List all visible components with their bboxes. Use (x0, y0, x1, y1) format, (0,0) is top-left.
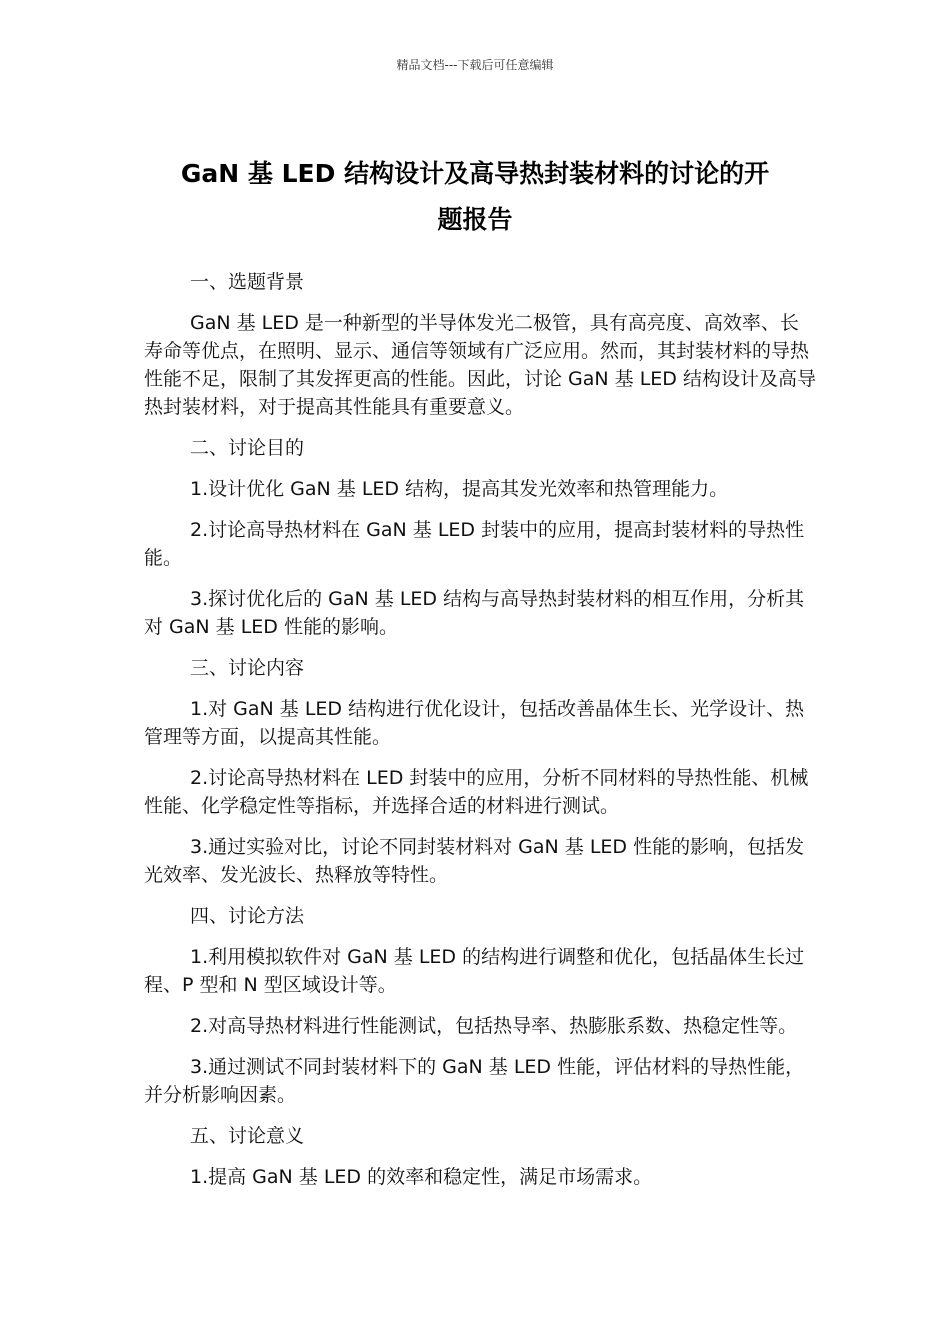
page-header: 精品文档---下载后可任意编辑 (396, 58, 554, 72)
paragraph-method-3: 3.通过测试不同封装材料下的 GaN 基 LED 性能，评估材料的导热性能，并分析影响因素。 (144, 1056, 805, 1106)
paragraph-content-2: 2.讨论高导热材料在 LED 封装中的应用，分析不同材料的导热性能、机械性能、化学稳定性等指标，并选择合适的材料进行测试。 (144, 767, 809, 817)
paragraph-method-1: 1.利用模拟软件对 GaN 基 LED 的结构进行调整和优化，包括晶体生长过程、P 型和 N 型区域设计等。 (144, 946, 805, 996)
document-title (130, 151, 820, 243)
paragraph-purpose-3: 3.探讨优化后的 GaN 基 LED 结构与高导热封装材料的相互作用，分析其对 GaN 基 LED 性能的影响。 (144, 588, 805, 638)
paragraph-purpose-1: 1.设计优化 GaN 基 LED 结构，提高其发光效率和热管理能力。 (190, 478, 729, 500)
paragraph-significance-1: 1.提高 GaN 基 LED 的效率和稳定性，满足市场需求。 (190, 1166, 653, 1188)
section-heading-purpose: 二、讨论目的 (190, 437, 305, 459)
paragraph-method-2: 2.对高导热材料进行性能测试，包括热导率、热膨胀系数、热稳定性等。 (190, 1015, 798, 1037)
section-heading-background: 一、选题背景 (190, 271, 305, 293)
paragraph-content-1: 1.对 GaN 基 LED 结构进行优化设计，包括改善晶体生长、光学设计、热管理等方面，以提高其性能。 (144, 698, 805, 748)
paragraph-purpose-2: 2.讨论高导热材料在 GaN 基 LED 封装中的应用，提高封装材料的导热性能。 (144, 519, 805, 569)
section-heading-content: 三、讨论内容 (190, 657, 305, 679)
paragraph-content-3: 3.通过实验对比，讨论不同封装材料对 GaN 基 LED 性能的影响，包括发光效率、发光波长、热释放等特性。 (144, 836, 805, 886)
paragraph-background: GaN 基 LED 是一种新型的半导体发光二极管，具有高亮度、高效率、长寿命等优点，在照明、显示、通信等领域有广泛应用。然而，其封装材料的导热性能不足，限制了其发挥更高的性能。因此，讨论 GaN 基 LED 结构设计及高导热封装材料，对于提高其性能具有重要意义。 (144, 312, 816, 418)
document-title-line-1: GaN 基 LED 结构设计及高导热封装材料的讨论的开 (180, 158, 770, 188)
section-heading-method: 四、讨论方法 (190, 905, 305, 927)
document-title-line-2: 题报告 (437, 204, 513, 234)
document-body (144, 268, 816, 1204)
section-heading-significance: 五、讨论意义 (190, 1125, 305, 1147)
